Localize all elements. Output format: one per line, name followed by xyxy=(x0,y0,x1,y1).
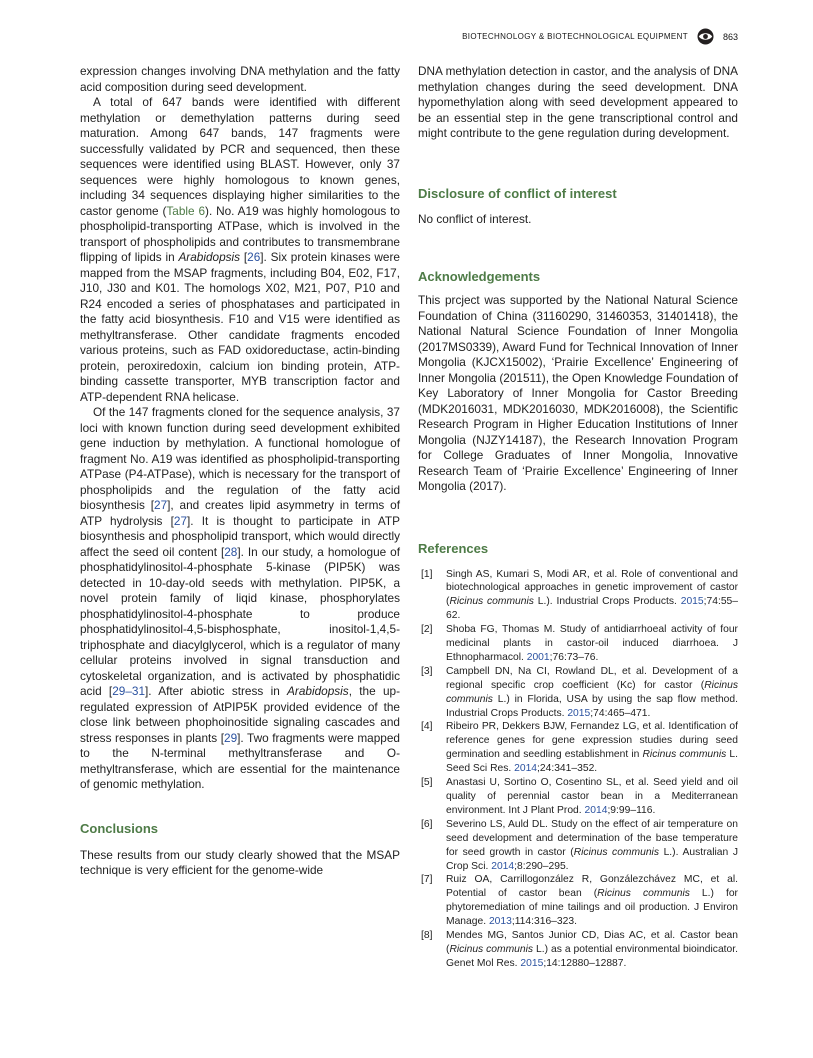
body-paragraph xyxy=(418,64,738,142)
text-run: L.). Australian J Crop Sci. xyxy=(446,846,739,872)
text-run: L.) for phytoremediation of mine tailings and oil production. J Environ Manage. xyxy=(446,888,738,928)
body-paragraph xyxy=(80,405,400,793)
text-run: ). No. A19 was highly homologous to phospholipid-transporting ATPase, which is involved in the transport of phospholipids and contributes to transmembrane flipping of lipids in xyxy=(80,203,400,264)
citation-link[interactable]: 29–31 xyxy=(112,684,146,698)
text-run: ;74:55–62. xyxy=(446,596,738,622)
text-run: Ricinus communis xyxy=(573,846,659,858)
text-run: [ xyxy=(240,250,248,264)
text-run: , the up-regulated expression of AtPIP5K provided evidence of the close link between phophoinositide signaling cascades and stress responses in plants [ xyxy=(80,684,400,745)
text-run: ;8:290–295. xyxy=(514,860,569,872)
page-number: 863 xyxy=(722,31,738,42)
text-run: ;9:99–116. xyxy=(607,804,656,816)
reference-list xyxy=(418,568,738,971)
reference-text xyxy=(446,874,738,927)
citation-link[interactable]: 28 xyxy=(224,544,238,559)
reference-item xyxy=(418,776,738,818)
text-run: Ribeiro PR, Dekkers BJW, Fernandez LG, et al. Identification of reference genes for gene expression studies during seed germination and seedling establishment in xyxy=(446,721,738,761)
text-run: L. Seed Sci Res. xyxy=(446,749,739,775)
text-run: ;24:341–352. xyxy=(537,763,598,775)
reference-item xyxy=(418,929,738,971)
text-run: A total of 647 bands were identified with different methylation or demethylation patterns during seed maturation. Among 647 bands, 147 fragments were successfully validated by PCR and sequenced, then these sequences were identified using BLAST. However, only 37 sequences were highly homologous to known genes, including 34 sequences displaying higher similarities to the castor genome ( xyxy=(80,95,400,218)
reference-text xyxy=(446,666,738,719)
citation-link[interactable]: 27 xyxy=(154,498,168,512)
reference-number: [8] xyxy=(421,930,433,942)
text-run: Shoba FG, Thomas M. Study of antidiarrhoeal activity of four medicinal plants in castor-oil induced diarrhoea. J Ethnopharmacol. xyxy=(446,624,738,663)
citation-link[interactable]: 2013 xyxy=(488,916,512,928)
reference-number: [2] xyxy=(421,624,433,636)
text-run: Ricinus communis xyxy=(597,888,690,900)
text-run: Ricinus communis xyxy=(446,679,738,705)
text-run: ]. After abiotic stress in xyxy=(145,684,288,698)
reference-number: [4] xyxy=(421,721,433,733)
reference-text xyxy=(446,777,738,816)
reference-number: [6] xyxy=(421,818,433,830)
text-run: This prcject was supported by the National Natural Science Foundation of China (31160290, 31460353, 31401418), the National Natural Science Foundation of Inner Mongolia (2017MS0339), Award Fund for Technical Innovation of Inner Mongolia (KJCX15002), ‘Prairie Excellence’ Engineering of Inner Mongolia (201511), the Open Knowledge Foundation of Key Laboratory of Inner Mongolia for Castor Breeding (MDK2016031, MDK2016030, MDK2016008), the Scientific Research Program in Higher Education Institutions of Inner Mongolia (NJZY14187), the Research Innovation Program for College Graduates of Inner Mongolia, Innovative Research Team of ‘Prairie Excellence’ Engineering of Inner Mongolia (2017). xyxy=(418,293,738,493)
citation-link[interactable]: 2015 xyxy=(567,707,591,719)
reference-text xyxy=(446,624,738,663)
text-run: ;114:316–323. xyxy=(511,916,577,928)
references-heading: References xyxy=(418,540,489,556)
citation-link[interactable]: 27 xyxy=(173,513,188,528)
body-paragraph xyxy=(418,212,738,228)
reference-number: [3] xyxy=(421,665,433,677)
reference-item xyxy=(418,818,738,874)
text-run: Anastasi U, Sortino O, Cosentino SL, et al. Seed yield and oil quality of perennial castor bean in a Mediterranean environment. Int J Plant Prod. xyxy=(446,777,738,816)
citation-link[interactable]: 26 xyxy=(247,250,261,264)
text-run: Arabidopsis xyxy=(178,250,241,264)
text-run: ]. In our study, a homologue of phosphatidylinositol-4-phosphate 5-kinase (PIP5K) was detected in 10-day-old seeds with methylation. PIP5K, a novel protein family of liqid kinase, phosphorylates phosphatidylinositol-4-phosphate to produce phosphatidylinositol-4,5-bisphosphate, inositol-1,4,5-triphosphate and diacylglycerol, which is a regulator of many cellular proteins involved in signal transduction and cytoskeletal organization, and is activated by phosphatidic acid [ xyxy=(80,544,400,698)
text-run: Campbell DN, Na CI, Rowland DL, et al. Development of a regional specific crop coefficient (Kc) for castor ( xyxy=(446,665,738,691)
text-run: ]. Two fragments were mapped to the N-terminal methyltransferase and O-methyltransferase, which are essential for the maintenance of genomic methylation. xyxy=(80,730,400,791)
text-run: These results from our study clearly showed that the MSAP technique is very efficient for the genome-wide xyxy=(80,847,400,877)
journal-title: BIOTECHNOLOGY & BIOTECHNOLOGICAL EQUIPMENT xyxy=(462,32,688,41)
reference-text xyxy=(446,819,738,872)
text-run: No conflict of interest. xyxy=(418,211,532,226)
text-run: DNA methylation detection in castor, and the analysis of DNA methylation changes during the seed development. DNA hypomethylation along with seed development appeared to be an essential step in the gene transcriptional control and might contribute to the gene regulation during development. xyxy=(418,64,738,140)
reference-number: [5] xyxy=(421,777,433,789)
table-link[interactable]: Table 6 xyxy=(166,203,206,218)
text-run: L.) as a potential environmental bioindicator. Genet Mol Res. xyxy=(446,943,738,969)
reference-item xyxy=(418,720,738,776)
body-paragraph xyxy=(80,64,400,95)
text-run: ;74:465–471. xyxy=(590,707,651,719)
text-run: ], and creates lipid asymmetry in terms of ATP hydrolysis [ xyxy=(80,498,400,528)
text-run: L.). Industrial Crops Products. xyxy=(533,596,681,608)
conclusions-heading: Conclusions xyxy=(80,820,159,836)
text-run: ;76:73–76. xyxy=(549,651,599,663)
text-run: Ricinus communis xyxy=(449,596,534,608)
text-run: Of the 147 fragments cloned for the sequence analysis, 37 loci with known function during seed development exhibited gene induction by methylation. A functional homologue of fragment No. A19 was identified as phospholipid-transporting ATPase (P4-ATPase), which is necessary for the transport of phospholipids and the regulation of the fatty acid biosynthesis [ xyxy=(80,405,400,512)
text-run: Arabidopsis xyxy=(287,684,349,698)
body-paragraph xyxy=(80,848,400,879)
text-run: Ruiz OA, Carrillogonzález R, Gonzálezchávez MC, et al. Potential of castor bean ( xyxy=(446,874,738,900)
reference-item xyxy=(418,873,738,929)
left-column xyxy=(80,64,400,971)
body-paragraph xyxy=(418,293,738,495)
citation-link[interactable]: 2014 xyxy=(584,804,608,816)
reference-number: [7] xyxy=(421,874,433,886)
article-body xyxy=(80,64,738,971)
page-header xyxy=(462,28,738,45)
text-run: expression changes involving DNA methylation and the fatty acid composition during seed development. xyxy=(80,64,400,94)
reference-text xyxy=(446,930,738,969)
reference-text xyxy=(446,721,738,774)
reference-item xyxy=(418,665,738,721)
text-run: Mendes MG, Santos Junior CD, Dias AC, et al. Castor bean ( xyxy=(446,930,738,955)
reference-item xyxy=(418,568,738,624)
text-run: ]. Six protein kinases were mapped from the MSAP fragments, including B04, E02, F17, J10, J30 and K01. The homologs X02, M21, P07, P10 and R24 encoded a series of phosphatases and participated in the fatty acid biosynthesis. F10 and V15 were identified as methyltransferase. Other candidate fragments encoded various proteins, such as FAD oxidoreductase, actin-binding protein, peroxiredoxin, calcium ion binding protein, ATP-binding cassette transporter, MYB transcription factor and ATP-dependent RNA helicase. xyxy=(80,250,400,404)
reference-item xyxy=(418,623,738,665)
right-column xyxy=(418,64,738,971)
text-run: ;14:12880–12887. xyxy=(543,957,627,969)
citation-link[interactable]: 2015 xyxy=(680,596,704,608)
citation-link[interactable]: 2014 xyxy=(491,860,515,872)
text-run: Ricinus communis xyxy=(642,749,727,761)
taylor-francis-logo-icon xyxy=(697,28,714,45)
text-run: ]. It is thought to participate in ATP biosynthesis and phospholipid transport, which would directly affect the seed oil content [ xyxy=(80,513,401,559)
text-run: Singh AS, Kumari S, Modi AR, et al. Role of conventional and biotechnological approaches in genetic improvement of castor ( xyxy=(446,568,738,608)
citation-link[interactable]: 2001 xyxy=(526,651,550,663)
disclosure-heading: Disclosure of conflict of interest xyxy=(418,185,617,201)
citation-link[interactable]: 2014 xyxy=(514,763,538,775)
reference-text xyxy=(446,569,738,622)
citation-link[interactable]: 2015 xyxy=(520,957,544,969)
text-run: Severino LS, Auld DL. Study on the effect of air temperature on seed development and determination of the base temperature for seed growth in castor ( xyxy=(446,818,738,858)
body-paragraph xyxy=(80,95,400,405)
reference-number: [1] xyxy=(421,568,433,580)
text-run: Ricinus communis xyxy=(449,943,534,955)
citation-link[interactable]: 29 xyxy=(224,730,238,745)
acknowledgements-heading: Acknowledgements xyxy=(418,269,541,284)
text-run: L.) in Florida, USA by using the sap flow method. Industrial Crops Products. xyxy=(446,693,738,719)
